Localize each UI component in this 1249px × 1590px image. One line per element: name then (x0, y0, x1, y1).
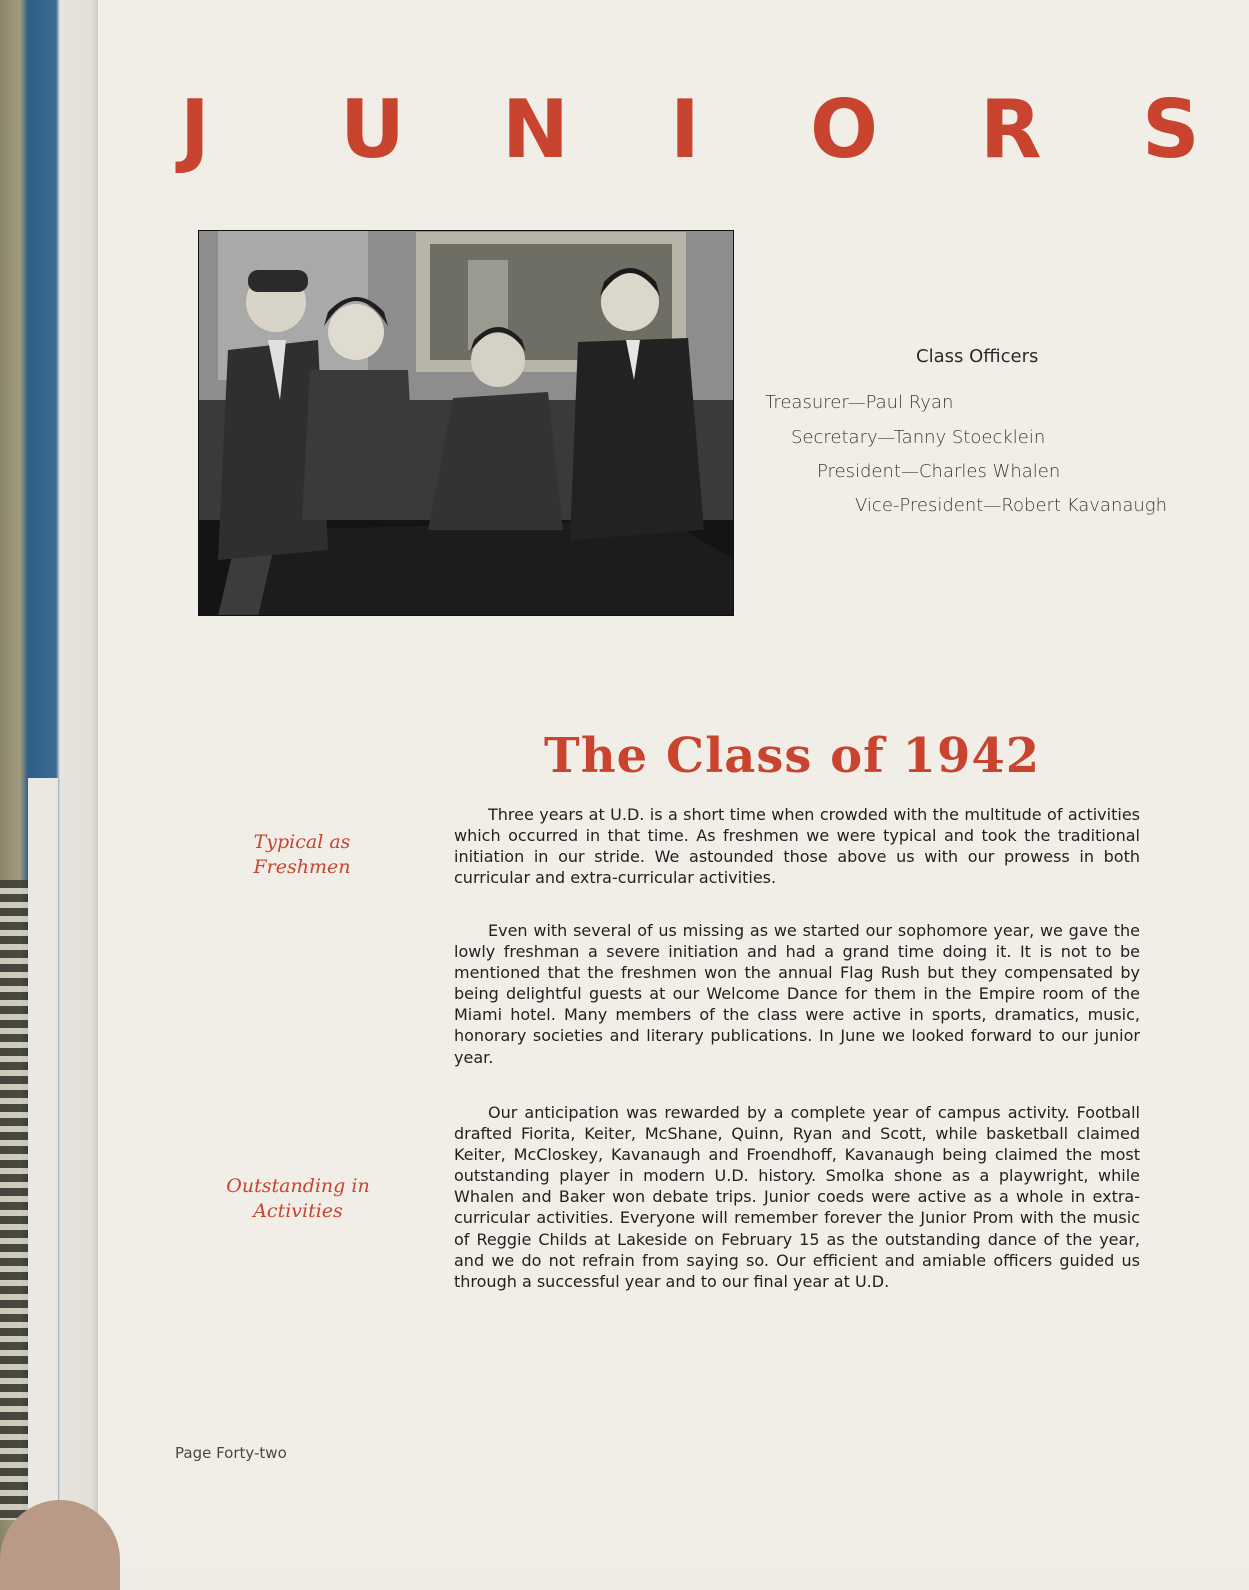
sidenote-typical-as-freshmen: Typical as Freshmen (253, 831, 351, 878)
header-letter: N (502, 83, 569, 176)
header-letter: U (340, 83, 405, 176)
class-officers-photo (198, 230, 734, 616)
header-letter: O (810, 83, 879, 176)
article-paragraph: Even with several of us missing as we started our sophomore year, we gave the lowly freshman a severe initiation and had a grand time doing it. It is not to be mentioned that the freshmen won the annual Flag Rush but they compensated by being delightful guests at our Welcome Dance for them in the Empire room of the Miami hotel. Many members of the class were active in sports, dramatics, music, honorary societies and literary publications. In June we looked forward to our junior year. (454, 921, 1140, 1067)
page-number: Page Forty-two (175, 1444, 287, 1462)
officer-president: President—Charles Whalen (817, 461, 1061, 482)
header-letter: S (1142, 83, 1200, 176)
article-paragraph: Our anticipation was rewarded by a complete year of campus activity. Football drafted Fiorita, Keiter, McShane, Quinn, Ryan and Scott, while basketball claimed Keiter, McCloskey, Kavanaugh and Froendhoff, Kavanaugh being claimed the most outstanding player in modern U.D. history. Smolka shone as a playwright, while Whalen and Baker won debate trips. Junior coeds were active as a whole in extra-curricular activities. Everyone will remember forever the Junior Prom with the music of Reggie Childs at Lakeside on February 15 as the outstanding dance of the year, and we do not refrain from saying so. Our efficient and amiable officers guided us through a successful year and to our final year at U.D. (454, 1103, 1140, 1291)
header-letter: I (670, 83, 700, 176)
officer-treasurer: Treasurer—Paul Ryan (765, 392, 954, 413)
binding-stripes (0, 880, 28, 1520)
article-paragraph: Three years at U.D. is a short time when crowded with the multitude of activities which occurred in that time. As freshmen we were typical and took the traditional initiation in our stride. We astounded those above us with our prowess in both curricular and extra-curricular activities. (454, 805, 1140, 888)
header-letter: R (980, 83, 1042, 176)
header-letter: J (180, 83, 210, 176)
sidenote-outstanding-in-activities: Outstanding in Activities (226, 1175, 370, 1222)
article-title: The Class of 1942 (544, 728, 1041, 784)
class-officers-heading: Class Officers (916, 346, 1039, 367)
binding-page-edge (28, 778, 58, 1568)
officer-vice-president: Vice-President—Robert Kavanaugh (855, 495, 1167, 516)
officer-secretary: Secretary—Tanny Stoecklein (791, 427, 1046, 448)
section-header-juniors (180, 83, 1200, 176)
